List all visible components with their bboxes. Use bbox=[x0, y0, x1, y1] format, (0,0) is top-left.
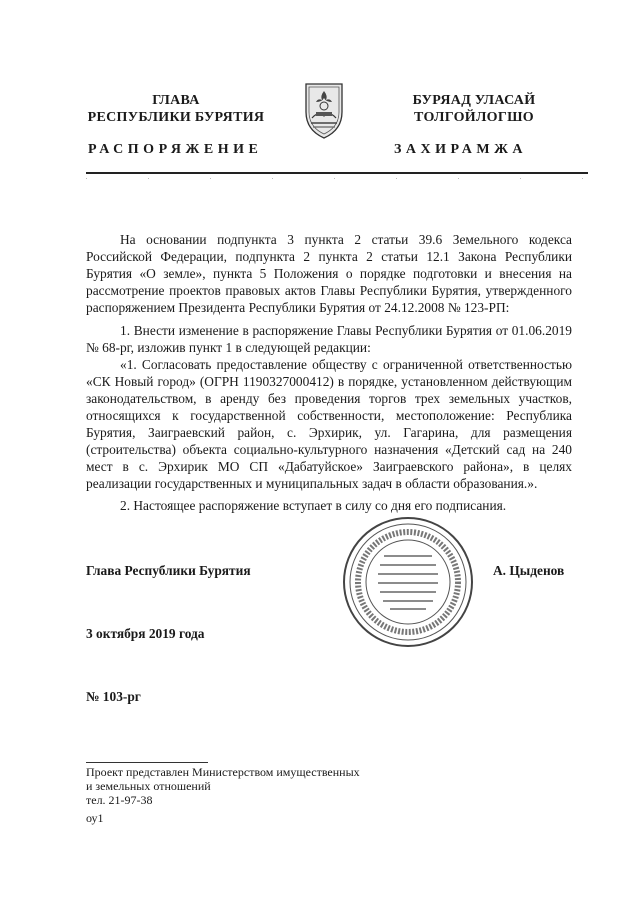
item-1-paragraph: 1. Внести изменение в распоряжение Главы Республики Бурятия от 01.06.2019 № 68-рг, изложив пункт 1 в следующей редакции: bbox=[86, 323, 572, 355]
header-left-line1: ГЛАВА bbox=[152, 93, 200, 108]
signatory-name: А. Цыденов bbox=[493, 563, 565, 578]
document-date: 3 октября 2019 года bbox=[86, 626, 205, 641]
item-1-quote-paragraph: «1. Согласовать предоставление обществу с ограниченной ответственностью «СК Новый город» (ОГРН 1190327000412) в порядке, установленном действующим законодательством, в аренду без проведения торгов трех земельных участков, относящихся к государственной собственности, местоположение: Республика Бурятия, Заиграевский район, с. Эрхирик, ул. Гагарина, для размещения (строительства) объекта социально-культурного назначения «Детский сад на 240 мест в с. Эрхирик МО СП «Дабатуйское» Заиграевского района», в целях реализации государственных и муниципальных задач в области образования.». bbox=[86, 357, 572, 491]
doc-type-left: РАСПОРЯЖЕНИЕ bbox=[88, 142, 263, 157]
header-right-line1: БУРЯАД УЛАСАЙ bbox=[412, 93, 536, 108]
footer-line-3: тел. 21-97-38 bbox=[86, 793, 153, 807]
emblem-icon bbox=[300, 78, 348, 140]
header-left bbox=[70, 92, 282, 126]
seal-icon bbox=[340, 514, 476, 650]
header-right bbox=[368, 92, 580, 126]
signatory-position: Глава Республики Бурятия bbox=[86, 563, 251, 578]
preamble-paragraph: На основании подпункта 3 пункта 2 статьи 39.6 Земельного кодекса Российской Федерации, подпункта 2 пункта 2 статьи 12.1 Закона Республики Бурятия «О земле», пункта 5 Положения о порядке подготовки и внесения на рассмотрение проектов правовых актов Главы Республики Бурятия, утвержденного распоряжением Президента Республики Бурятия от 24.12.2008 № 123-РП: bbox=[86, 232, 572, 315]
footer-line-2: и земельных отношений bbox=[86, 779, 211, 793]
header-left-line2: РЕСПУБЛИКИ БУРЯТИЯ bbox=[87, 110, 265, 125]
footer-line-1: Проект представлен Министерством имущественных bbox=[86, 765, 360, 779]
doc-type-right: ЗАХИРАМЖА bbox=[394, 142, 528, 157]
header-dotted-divider bbox=[86, 178, 588, 179]
item-2-paragraph: 2. Настоящее распоряжение вступает в силу со дня его подписания. bbox=[120, 498, 507, 513]
header-divider bbox=[86, 172, 588, 174]
footer-code: оу1 bbox=[86, 811, 104, 825]
footer-note bbox=[86, 765, 360, 807]
footer-divider bbox=[86, 762, 208, 763]
document-number: № 103-рг bbox=[86, 689, 141, 704]
header-right-line2: ТОЛГОЙЛОГШО bbox=[414, 110, 534, 125]
